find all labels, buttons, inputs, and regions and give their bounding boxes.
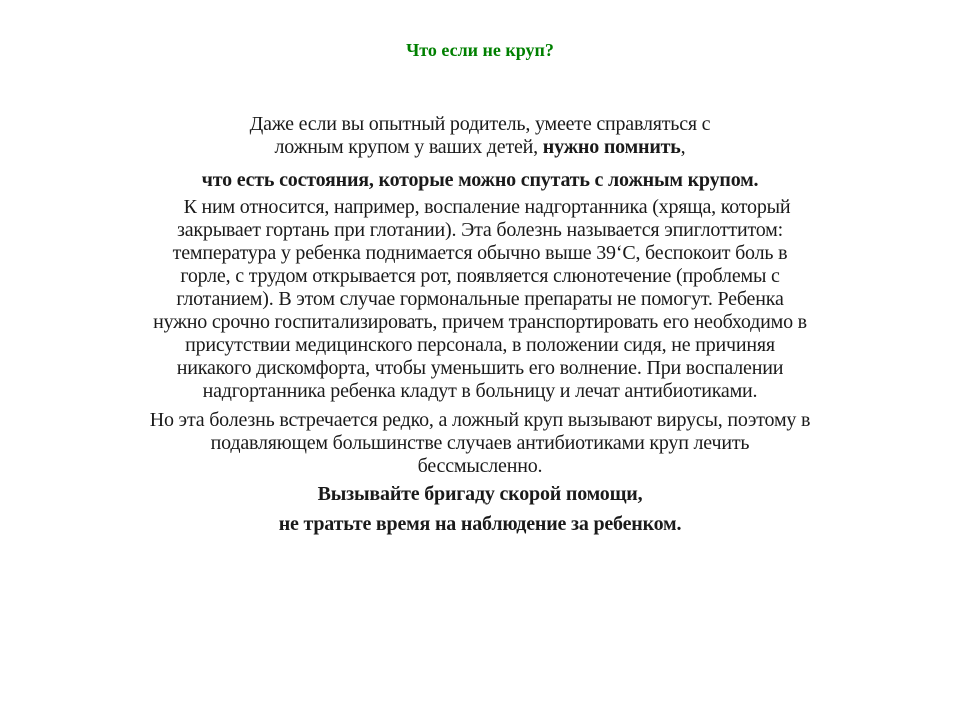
paragraph-3-line: подавляющем большинстве случаев антибиотиками круп лечить [210, 432, 750, 454]
paragraph-3-line: Но эта болезнь встречается редко, а ложный круп вызывают вирусы, поэтому в [149, 409, 811, 431]
paragraph-2-line: закрывает гортань при глотании). Эта болезнь называется эпиглоттитом: [177, 219, 783, 241]
call-to-action-line: Вызывайте бригаду скорой помощи, [317, 483, 643, 505]
paragraph-2-line: горле, с трудом открывается рот, появляется слюнотечение (проблемы с [180, 265, 780, 287]
paragraph-1-line [0, 136, 960, 158]
slide-title: Что если не круп? [406, 40, 554, 60]
paragraph-1-line: Даже если вы опытный родитель, умеете справляться с [249, 113, 711, 135]
call-to-action-line: не тратьте время на наблюдение за ребенком. [278, 513, 682, 535]
paragraph-2-line: никакого дискомфорта, чтобы уменьшить его волнение. При воспалении [176, 357, 784, 379]
paragraph-2-line: надгортанника ребенка кладут в больницу и лечат антибиотиками. [202, 380, 758, 402]
text-span: , [680, 136, 686, 158]
paragraph-2-line: К ним относится, например, воспаление надгортанника (хряща, который [183, 196, 791, 218]
text-span: ложным крупом у ваших детей, [274, 136, 543, 158]
paragraph-2-line: присутствии медицинского персонала, в положении сидя, не причиняя [185, 334, 775, 356]
paragraph-2-line: температура у ребенка поднимается обычно выше 39‘С, беспокоит боль в [172, 242, 788, 264]
paragraph-2-line: глотанием). В этом случае гормональные препараты не помогут. Ребенка [176, 288, 784, 310]
paragraph-3-line: бессмысленно. [417, 455, 543, 477]
paragraph-1-bold-line: что есть состояния, которые можно спутать с ложным крупом. [201, 169, 759, 191]
paragraph-2-line: нужно срочно госпитализировать, причем транспортировать его необходимо в [153, 311, 807, 333]
emphasis-text: нужно помнить [542, 136, 681, 158]
